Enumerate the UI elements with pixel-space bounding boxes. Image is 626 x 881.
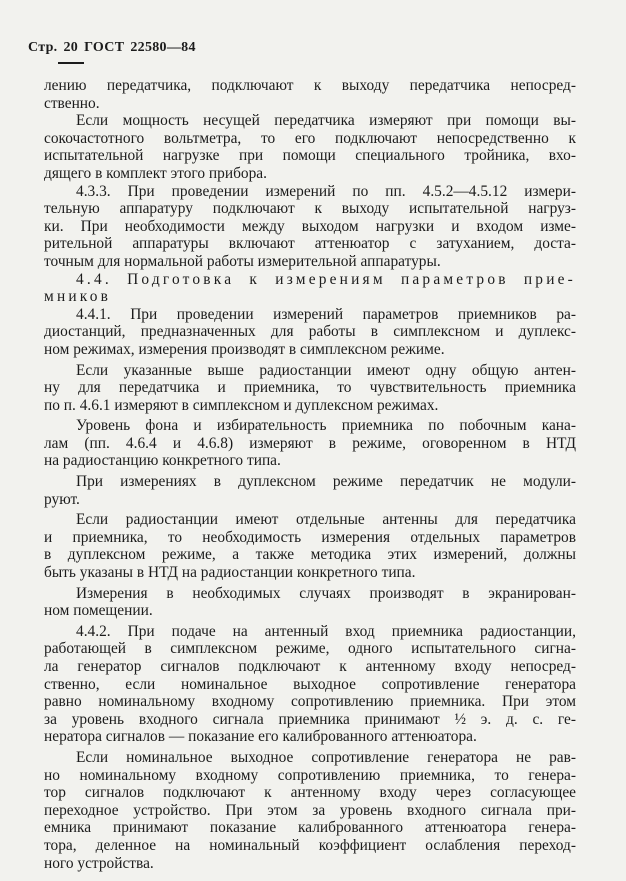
document-body xyxy=(44,77,576,872)
text-line: тор сигналов подключают к антенному входу через согласующее xyxy=(44,784,576,802)
page-header xyxy=(28,40,202,56)
text-line: тора, деленное на номинальный коэффициент ослабления переход- xyxy=(44,836,576,854)
text-line: При измерениях в дуплексном режиме передатчик не модули- xyxy=(76,473,576,491)
text-line: Если номинальное выходное сопротивление генератора не рав- xyxy=(76,748,576,766)
text-line: но номинальному входному сопротивлению приемника, то генера- xyxy=(44,766,576,784)
text-line: ну для передатчика и приемника, то чувствительность приемника xyxy=(44,379,576,397)
text-line: сокочастотного вольтметра, то его подключают непосредственно к xyxy=(44,129,576,147)
text-line: руют. xyxy=(44,490,80,508)
header-rule xyxy=(58,62,84,64)
text-line: на радиостанцию конкретного типа. xyxy=(44,452,281,470)
text-line: переходное устройство. При этом за уровень входного сигнала при- xyxy=(44,801,576,819)
text-line: емника принимают показание калиброванного аттенюатора генера- xyxy=(44,819,576,837)
text-line: за уровень входного сигнала приемника принимают ½ э. д. с. ге- xyxy=(44,710,576,728)
text-line: 4.3.3. При проведении измерений по пп. 4.5.2—4.5.12 измери- xyxy=(76,182,576,200)
standard-label: ГОСТ xyxy=(84,40,125,55)
text-line: рительной аппаратуры включают аттенюатор с затуханием, доста- xyxy=(44,235,576,253)
text-line: по п. 4.6.1 измеряют в симплексном и дуплексном режимах. xyxy=(44,396,439,414)
text-line: 4.4.1. При проведении измерений параметров приемников ра- xyxy=(76,305,576,323)
text-line: нератора сигналов — показание его калиброванного аттенюатора. xyxy=(44,728,477,746)
text-line: в дуплексном режиме, а также методика этих измерений, должны xyxy=(44,546,576,564)
text-line: испытательной нагрузке при помощи специального тройника, вхо- xyxy=(44,147,576,165)
text-line: точным для нормальной работы измерительной аппаратуры. xyxy=(44,252,441,270)
text-line: 4.4.2. При подаче на антенный вход приемника радиостанции, xyxy=(76,622,576,640)
text-line: равно номинальному входному сопротивлению приемника. При этом xyxy=(44,693,576,711)
text-line: ственно, если номинальное выходное сопротивление генератора xyxy=(44,675,576,693)
text-line: Если мощность несущей передатчика измеряют при помощи вы- xyxy=(76,112,576,130)
text-line: диостанций, предназначенных для работы в симплексном и дуплекс- xyxy=(44,323,576,341)
text-line: мников xyxy=(44,288,112,306)
text-line: ном режимах, измерения производят в симплексном режиме. xyxy=(44,340,445,358)
text-line: ственно. xyxy=(44,94,100,112)
text-line: лам (пп. 4.6.4 и 4.6.8) измеряют в режиме, оговоренном в НТД xyxy=(44,434,576,452)
text-line: дящего в комплект этого прибора. xyxy=(44,164,267,182)
page-label: Стр. xyxy=(28,40,58,55)
text-line: ном помещении. xyxy=(44,602,153,620)
standard-number: 22580—84 xyxy=(130,40,196,55)
text-line: и приемника, то необходимость измерения отдельных параметров xyxy=(44,528,576,546)
text-line: быть указаны в НТД на радиостанции конкретного типа. xyxy=(44,564,416,582)
text-line: Если радиостанции имеют отдельные антенны для передатчика xyxy=(76,511,576,529)
text-line: лению передатчика, подключают к выходу передатчика непосред- xyxy=(44,77,576,94)
page-number: 20 xyxy=(63,40,79,55)
text-line: Если указанные выше радиостанции имеют одну общую антен- xyxy=(76,361,576,379)
text-line: ного устройства. xyxy=(44,854,154,872)
text-line: работающей в симплексном режиме, одного испытательного сигна- xyxy=(44,640,576,658)
text-line: ла генератор сигналов подключают к антенному входу непосред- xyxy=(44,658,576,675)
text-line: ки. При необходимости между выходом нагрузки и входом изме- xyxy=(44,217,576,235)
text-line: тельную аппаратуру подключают к выходу испытательной нагруз- xyxy=(44,200,576,218)
text-line: Измерения в необходимых случаях производят в экранирован- xyxy=(76,584,576,602)
text-line: 4.4. Подготовка к измерениям параметров прие- xyxy=(76,270,576,288)
text-line: Уровень фона и избирательность приемника по побочным кана- xyxy=(76,417,576,435)
